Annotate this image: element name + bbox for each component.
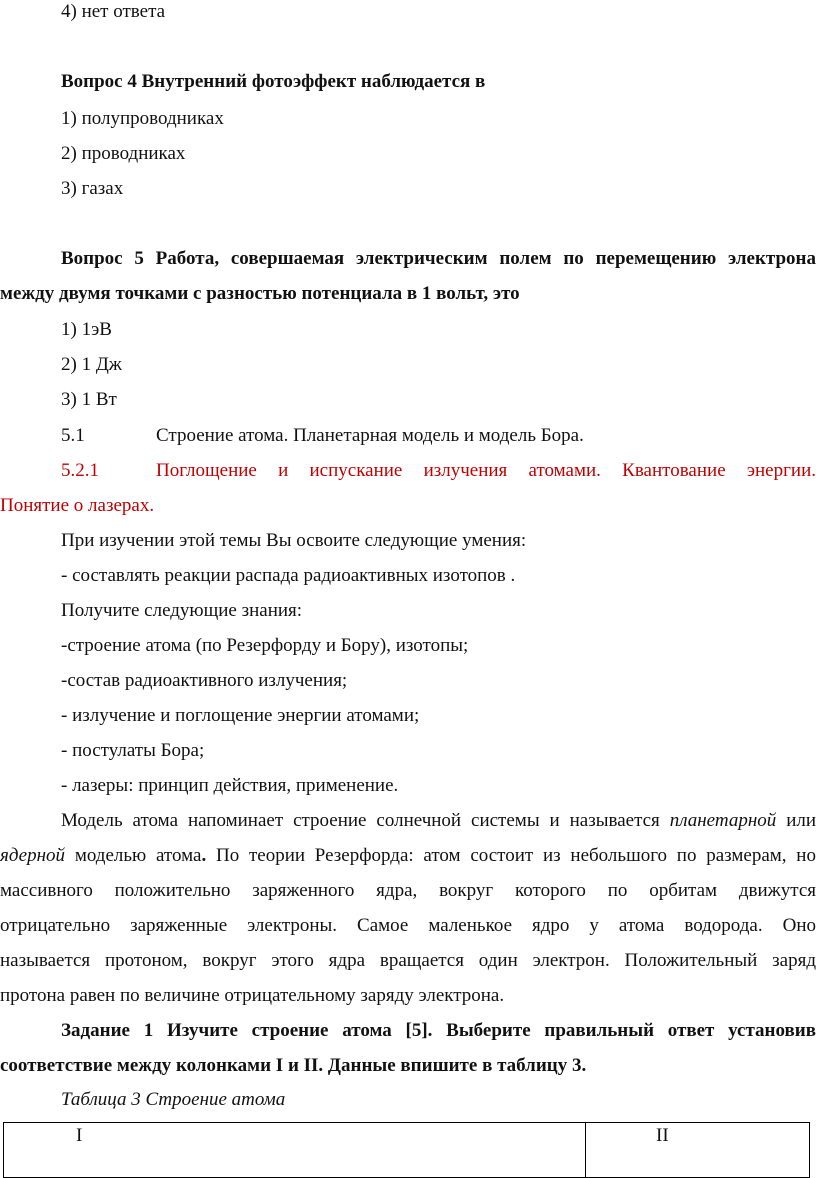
q4-option-3: 3) газах [61, 178, 124, 199]
knowledge-item: - постулаты Бора; [61, 740, 205, 761]
task-1-line1: Задание 1 Изучите строение атома [5]. Выберите правильный ответ установив [61, 1020, 816, 1041]
emphasis-nuclear: ядерной [0, 845, 66, 866]
section-5-2-1-number: 5.2.1 [61, 460, 99, 481]
section-5-2-1-title-line2: Понятие о лазерах. [0, 495, 155, 516]
table-header-col-1: I [4, 1123, 586, 1178]
table-3 [3, 1122, 810, 1178]
q5-option-2: 2) 1 Дж [61, 354, 122, 375]
knowledge-item: - лазеры: принцип действия, применение. [61, 775, 399, 796]
paragraph-text: или [786, 810, 816, 831]
paragraph-line-1 [61, 809, 816, 833]
paragraph-dot: . [201, 845, 207, 866]
emphasis-planetary: планетарной [669, 810, 777, 831]
knowledge-item: - излучение и поглощение энергии атомами; [61, 705, 420, 726]
paragraph-line-6: протона равен по величине отрицательному заряду электрона. [0, 985, 505, 1006]
question-5-title-line1: Вопрос 5 Работа, совершаемая электрическим полем по перемещению электрона [61, 248, 816, 269]
section-5-1-number: 5.1 [61, 425, 85, 446]
paragraph-line-5: называется протоном, вокруг этого ядра вращается один электрон. Положительный заряд [0, 950, 816, 971]
paragraph-text: моделью атома [74, 845, 202, 866]
section-5-2-1-heading [61, 459, 816, 483]
question-5-title-line2: между двумя точками с разностью потенциала в 1 вольт, это [0, 283, 520, 304]
table-caption-text: Таблица 3 Строение атома [61, 1089, 286, 1110]
table-3-caption [61, 1088, 285, 1112]
q4-option-1: 1) полупроводниках [61, 108, 224, 129]
q4-option-2: 2) проводниках [61, 143, 186, 164]
paragraph-line-4: отрицательно заряженные электроны. Самое маленькое ядро у атома водорода. Оно [0, 915, 816, 936]
knowledge-intro: Получите следующие знания: [61, 600, 303, 621]
table-row [4, 1123, 810, 1178]
paragraph-line-3: массивного положительно заряженного ядра, вокруг которого по орбитам движутся [0, 880, 816, 901]
knowledge-item: -состав радиоактивного излучения; [61, 670, 348, 691]
q5-option-3: 3) 1 Вт [61, 389, 117, 410]
q5-option-1: 1) 1эВ [61, 319, 112, 340]
paragraph-line-2 [0, 844, 816, 868]
skills-item: - составлять реакции распада радиоактивных изотопов . [61, 565, 516, 586]
paragraph-text: По теории Резерфорда: атом состоит из небольшого по размерам, но [215, 845, 816, 866]
paragraph-text: Модель атома напоминает строение солнечной системы и называется [61, 810, 660, 831]
knowledge-item: -строение атома (по Резерфорду и Бору), изотопы; [61, 635, 469, 656]
section-5-2-1-title-line1: Поглощение и испускание излучения атомами. Квантование энергии. [156, 460, 816, 481]
table-header-col-2: II [586, 1123, 810, 1178]
section-5-1-title: Строение атома. Планетарная модель и модель Бора. [156, 425, 584, 446]
q3-option-4: 4) нет ответа [61, 1, 166, 22]
task-1-line2: соответствие между колонками I и II. Данные впишите в таблицу 3. [0, 1055, 587, 1076]
skills-intro: При изучении этой темы Вы освоите следующие умения: [61, 530, 527, 551]
section-5-1-heading [61, 424, 584, 448]
question-4-title: Вопрос 4 Внутренний фотоэффект наблюдается в [61, 71, 486, 92]
